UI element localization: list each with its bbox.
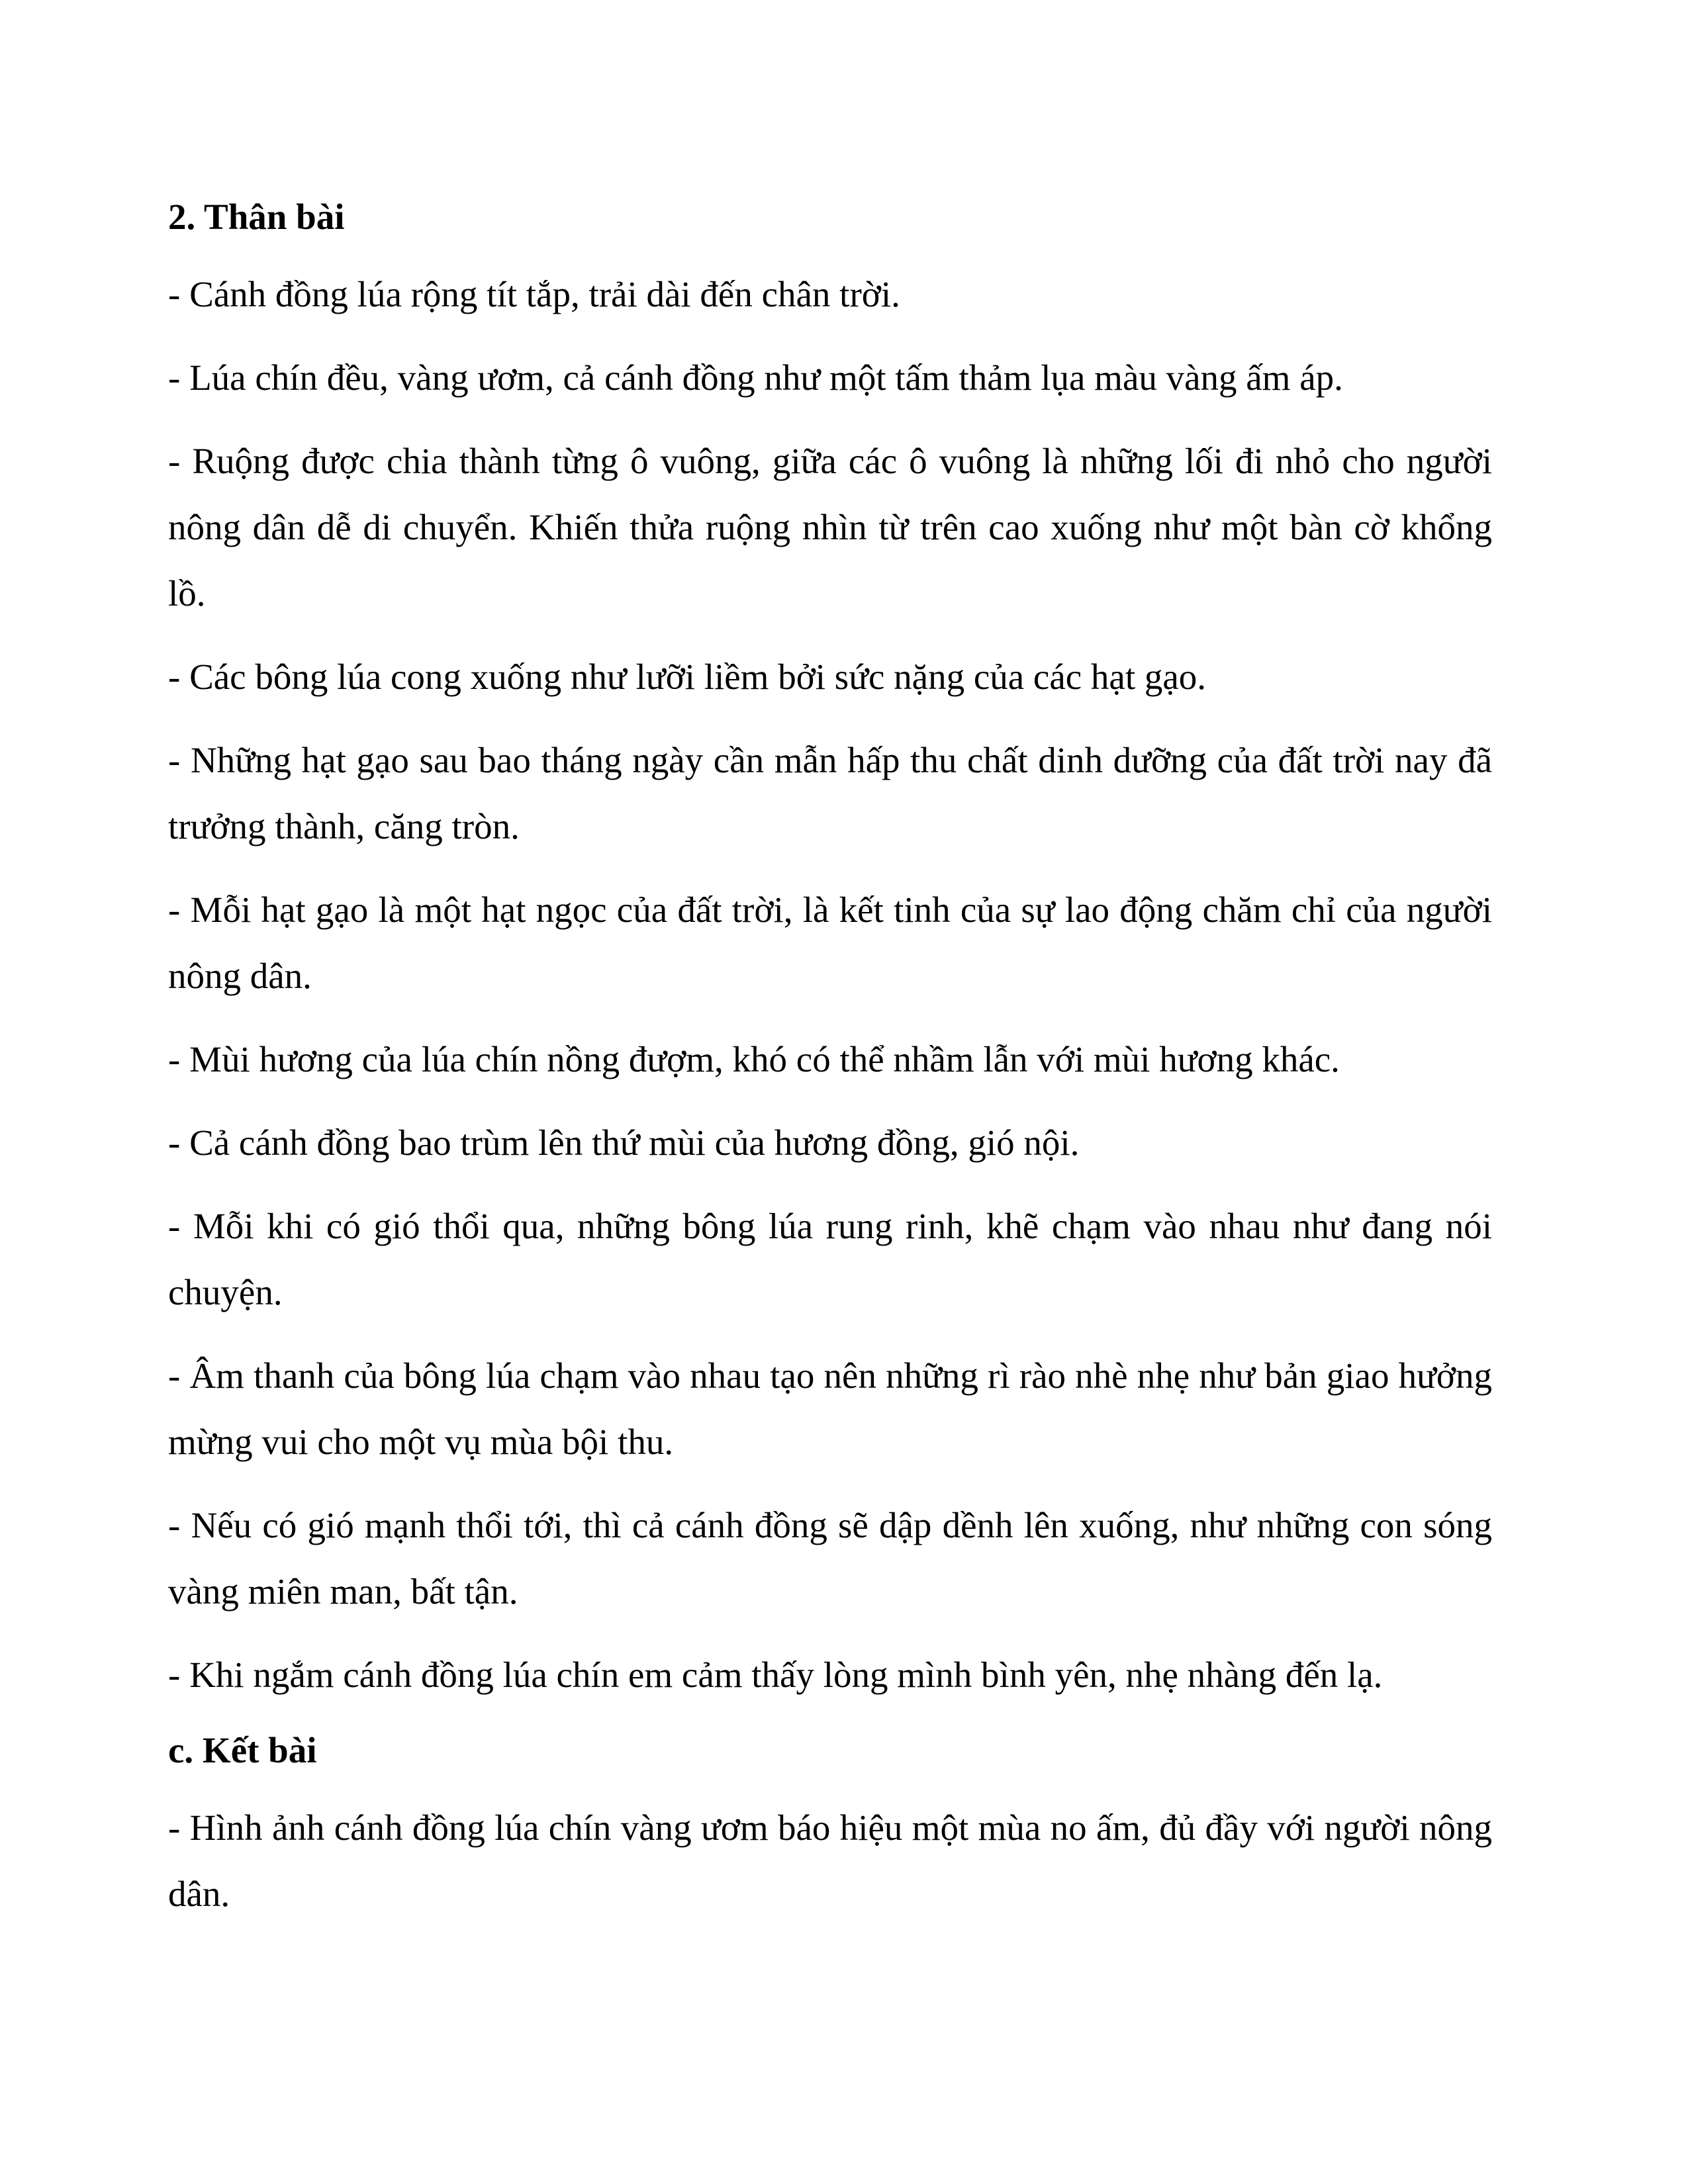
paragraph: - Cả cánh đồng bao trùm lên thứ mùi của hương đồng, gió nội. (168, 1122, 1080, 1163)
paragraph: - Nếu có gió mạnh thổi tới, thì cả cánh đồng sẽ dập dềnh lên xuống, như những con sóng vàng miên man, bất tận. (168, 1505, 1492, 1612)
paragraph: - Khi ngắm cánh đồng lúa chín em cảm thấy lòng mình bình yên, nhẹ nhàng đến lạ. (168, 1655, 1383, 1695)
document-page (168, 192, 1492, 1944)
paragraph: - Lúa chín đều, vàng ươm, cả cánh đồng như một tấm thảm lụa màu vàng ấm áp. (168, 357, 1343, 398)
paragraph: - Những hạt gạo sau bao tháng ngày cần mẫn hấp thu chất dinh dưỡng của đất trời nay đã trưởng thành, căng tròn. (168, 740, 1492, 846)
paragraph: - Mùi hương của lúa chín nồng đượm, khó có thể nhầm lẫn với mùi hương khác. (168, 1039, 1340, 1079)
paragraph: - Cánh đồng lúa rộng tít tắp, trải dài đến chân trời. (168, 274, 900, 314)
paragraph: - Hình ảnh cánh đồng lúa chín vàng ươm báo hiệu một mùa no ấm, đủ đầy với người nông dân. (168, 1807, 1492, 1914)
paragraph: - Âm thanh của bông lúa chạm vào nhau tạo nên những rì rào nhè nhẹ như bản giao hưởng mừng vui cho một vụ mùa bội thu. (168, 1355, 1492, 1462)
section-heading-than-bai: 2. Thân bài (168, 197, 345, 237)
paragraph: - Mỗi hạt gạo là một hạt ngọc của đất trời, là kết tinh của sự lao động chăm chỉ của người nông dân. (168, 889, 1492, 996)
section-heading-ket-bai: c. Kết bài (168, 1730, 317, 1770)
paragraph: - Ruộng được chia thành từng ô vuông, giữa các ô vuông là những lối đi nhỏ cho người nông dân dễ di chuyển. Khiến thửa ruộng nhìn từ trên cao xuống như một bàn cờ khổng lồ. (168, 441, 1492, 614)
paragraph: - Các bông lúa cong xuống như lưỡi liềm bởi sức nặng của các hạt gạo. (168, 657, 1207, 697)
paragraph: - Mỗi khi có gió thổi qua, những bông lúa rung rinh, khẽ chạm vào nhau như đang nói chuyện. (168, 1206, 1492, 1312)
